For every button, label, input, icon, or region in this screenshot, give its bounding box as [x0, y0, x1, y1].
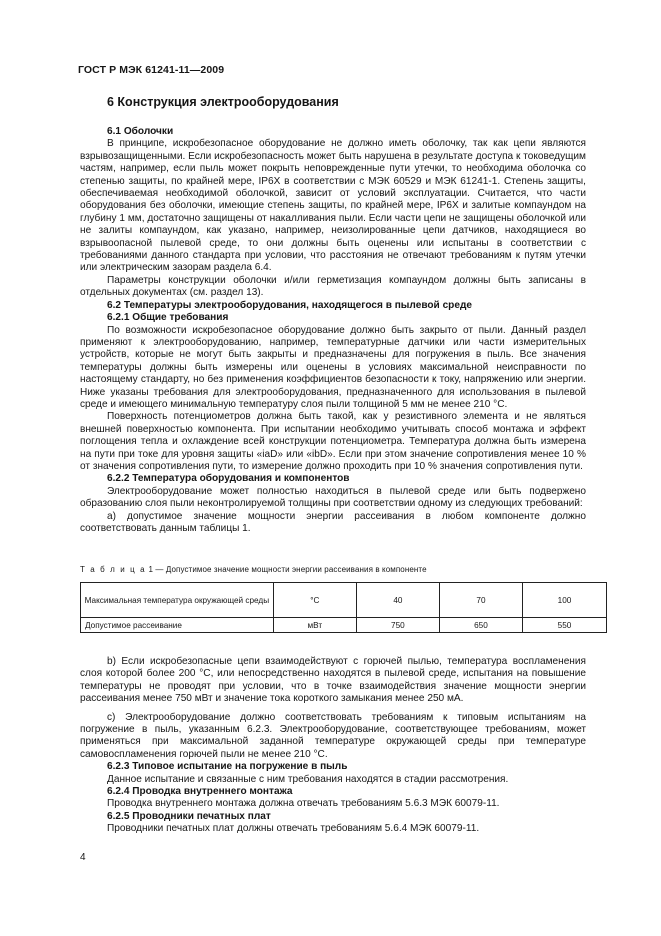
paragraph-6-2-2-b: b) Если искробезопасные цепи взаимодействуют с горючей пылью, температура воспламенения слоя которой более 200 °С, или непосредственно находятся в пылевой среде, испытания на повышение температуры не проводят при условии, что в точке взаимодействия значение мощности энергии рассеивания менее 750 мВт и значение тока короткого замыкания менее 250 мА. [80, 656, 586, 705]
table-caption-text: 1 — Допустимое значение мощности энергии рассеивания в компоненте [146, 565, 427, 574]
power-dissipation-table [80, 582, 607, 633]
table-cell: мВт [273, 618, 356, 633]
table-cell: Максимальная температура окружающей среды [81, 583, 274, 618]
table-cell: 750 [356, 618, 439, 633]
table-header-row [81, 583, 607, 618]
subsection-6-2-1-title: 6.2.1 Общие требования [107, 312, 229, 324]
main-content [80, 126, 586, 535]
document-header: ГОСТ Р МЭК 61241-11—2009 [78, 64, 225, 76]
content-after-table [80, 656, 586, 836]
subsection-6-2-2-title: 6.2.2 Температура оборудования и компонентов [107, 473, 350, 485]
table-caption [80, 565, 427, 574]
section-title: 6 Конструкция электрооборудования [107, 95, 339, 109]
subsection-6-2-title: 6.2 Температуры электрооборудования, находящегося в пылевой среде [107, 299, 472, 311]
subsection-6-2-5-title: 6.2.5 Проводники печатных плат [107, 810, 271, 822]
paragraph-6-2-1-2: Поверхность потенциометров должна быть такой, как у резистивного элемента и не являться внешней поверхностью компонента. При испытании необходимо учитывать способ монтажа и эффект поглощения тепла и охлаждение всей конструкции потенциометра. Температура должна быть измерена на пути при токе для уровня защиты «iaD» или «ibD». Если при этом значение сопротивления менее 10 % от значения сопротивления пути, то измерение должно проходить при 10 % значения сопротивления пути. [80, 411, 586, 472]
table-caption-prefix: Т а б л и ц а [80, 565, 147, 574]
table-cell: 70 [439, 583, 522, 618]
table-row [81, 618, 607, 633]
paragraph-6-1-2: Параметры конструкции оболочки и/или герметизация компаундом должны быть записаны в отдельных документах (см. раздел 13). [80, 274, 586, 299]
paragraph-6-2-3: Данное испытание и связанные с ним требования находятся в стадии рассмотрения. [107, 773, 509, 785]
subsection-6-2-3-title: 6.2.3 Типовое испытание на погружение в пыль [107, 761, 348, 773]
table-cell: °С [273, 583, 356, 618]
paragraph-6-2-2-c: c) Электрооборудование должно соответствовать требованиям к типовым испытаниям на погружение в пыль, указанным 6.2.3. Электрооборудование, соответствующее требованиям, может применяться при максимальной заданной температуре окружающей среды при температуре самовоспламенения горючей пыли не менее 210 °С. [80, 711, 586, 760]
page-number: 4 [80, 852, 86, 863]
subsection-6-1-title: 6.1 Оболочки [107, 126, 174, 137]
table-cell: 550 [522, 618, 606, 633]
subsection-6-2-4-title: 6.2.4 Проводка внутреннего монтажа [107, 786, 293, 798]
paragraph-6-2-2-a: a) допустимое значение мощности энергии рассеивания в любом компоненте должно соответствовать данным таблицы 1. [80, 510, 586, 534]
table-cell: 650 [439, 618, 522, 633]
paragraph-6-1-1: В принципе, искробезопасное оборудование не должно иметь оболочку, так как цепи являются взрывозащищенными. Если искробезопасность может быть нарушена в результате доступа к токоведущим частям, например, если пыль может покрыть неповрежденные пути утечки, то необходима оболочка со степенью защиты, по крайней мере, IP6X в соответствии с МЭК 60529 и МЭК 61241-1. Степень защиты, обеспечиваемая необходимой оболочкой, зависит от условий эксплуатации. Считается, что части оборудования без оболочки, имеющие степень защиты, по крайней мере, IP6X и залитые компаундом на глубину 1 мм, достаточно защищены от накалливания пыли. Если части цепи не защищены оболочкой или не залиты компаундом, как указано, например, неизолированные цепи датчиков, находящиеся во взрывоопасной пылевой среде, то они должны быть оценены или испытаны в соответствии с требованиями данного стандарта при условии, что расстояния не отвечают требованиям к путям утечки или электрическим зазорам раздела 6.4. [80, 138, 586, 274]
table-cell: Допустимое рассеивание [81, 618, 274, 633]
paragraph-6-2-1-1: По возможности искробезопасное оборудование должно быть закрыто от пыли. Данный раздел применяют к электрооборудованию, например, температурные датчики или части измерительных устройств, которые не могут быть закрыты и предназначены для погружения в пыль. Все значения температуры должны быть измерены или оценены в условиях максимальной неисправности по настоящему стандарту, но без применения коэффициентов безопасности к току, напряжению или энергии. Ниже указаны требования для электрооборудования, предназначенного для использования в пылевой среде и имеющего минимальную температуру слоя пыли толщиной 5 мм не менее 210 °С. [80, 324, 586, 410]
table-cell: 40 [356, 583, 439, 618]
table-cell: 100 [522, 583, 606, 618]
paragraph-6-2-4: Проводка внутреннего монтажа должна отвечать требованиям 5.6.3 МЭК 60079-11. [107, 798, 500, 810]
paragraph-6-2-5: Проводники печатных плат должны отвечать требованиям 5.6.4 МЭК 60079-11. [107, 823, 480, 835]
paragraph-6-2-2-1: Электрооборудование может полностью находиться в пылевой среде или быть подвержено образованию слоя пыли неконтролируемой толщины при соответствии одному из следующих требований: [80, 485, 586, 510]
